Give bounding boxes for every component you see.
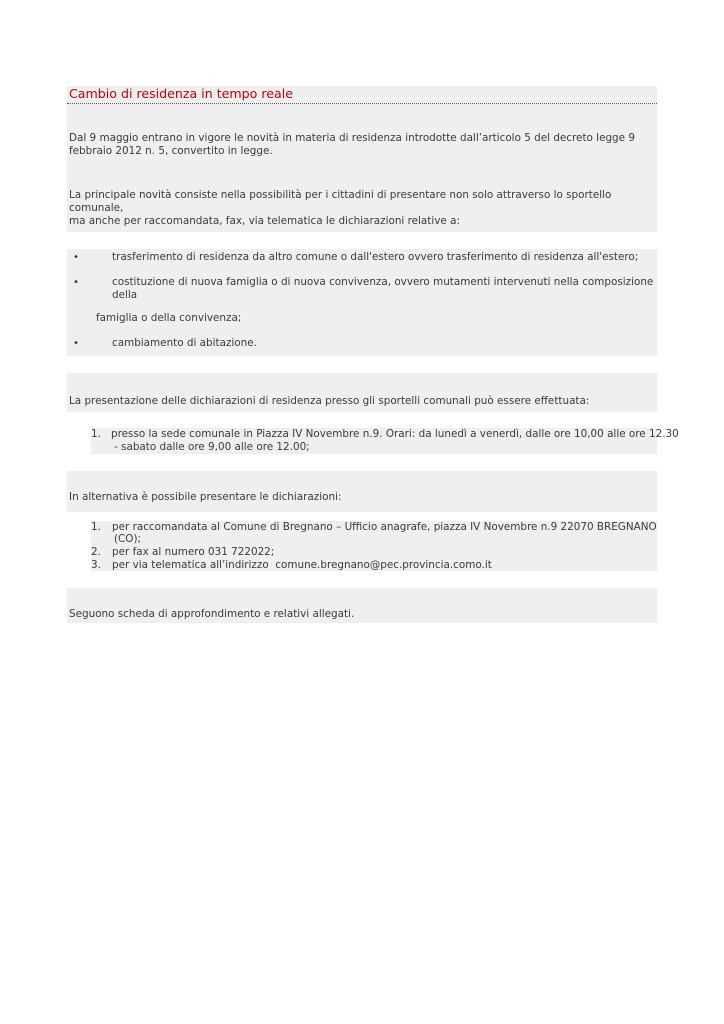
alternativa-section: [67, 471, 657, 512]
list-item: [67, 276, 657, 302]
novita-line-2: ma anche per raccomandata, fax, via telematica le dichiarazioni relative a:: [69, 215, 460, 227]
alt-item-2: per fax al numero 031 722022;: [112, 546, 275, 558]
sede-list: [91, 428, 679, 454]
list-number: 2.: [91, 546, 101, 558]
intro-section: [67, 104, 657, 232]
presentazione-paragraph: La presentazione delle dichiarazioni di residenza presso gli sportelli comunali può essere effettuata:: [69, 395, 590, 407]
alternativa-paragraph: In alternativa è possibile presentare le dichiarazioni:: [69, 491, 342, 503]
sede-line-1: presso la sede comunale in Piazza IV Novembre n.9. Orari: da lunedì a venerdì, dalle ore 10,00 alle ore 12.30: [111, 428, 679, 440]
presentazione-section: [67, 373, 657, 412]
seguono-section: [67, 588, 657, 623]
alt-item-3: [112, 559, 492, 572]
list-item-text: cambiamento di abitazione.: [112, 337, 257, 349]
list-item-continuation: [67, 312, 657, 325]
seguono-paragraph: Seguono scheda di approfondimento e relativi allegati.: [69, 608, 355, 620]
document-page: [67, 86, 679, 623]
sede-line-2: - sabato dalle ore 9,00 alle ore 12.00;: [114, 441, 310, 453]
bullet-icon: •: [73, 277, 79, 288]
bullet-icon: •: [73, 338, 79, 349]
dichiarazioni-list: [67, 249, 657, 356]
list-number: 1.: [91, 428, 101, 440]
list-item-text: costituzione di nuova famiglia o di nuova convivenza, ovvero mutamenti intervenuti nella composizione della: [112, 276, 654, 301]
list-item: [67, 337, 657, 350]
alt-item-3-text: per via telematica all’indirizzo: [112, 559, 272, 571]
title-bar: [67, 86, 657, 103]
list-item-text: trasferimento di residenza da altro comune o dall'estero ovvero trasferimento di residenza all'estero;: [112, 251, 639, 263]
list-number: 1.: [91, 521, 101, 533]
intro-paragraph: Dal 9 maggio entrano in vigore le novità in materia di residenza introdotte dall’articolo 5 del decreto legge 9 febbraio 2012 n. 5, convertito in legge.: [69, 132, 635, 157]
alt-item-1-line-2: (CO);: [114, 533, 142, 545]
list-number: 3.: [91, 559, 101, 571]
alternativa-list: [91, 521, 657, 571]
list-item-text: famiglia o della convivenza;: [96, 312, 242, 324]
pec-email-link[interactable]: comune.bregnano@pec.provincia.como.it: [275, 559, 492, 571]
novita-line-1: La principale novità consiste nella possibilità per i cittadini di presentare non solo attraverso lo sportello comunale,: [69, 189, 612, 214]
list-item: [67, 251, 657, 264]
alt-item-1-line-1: per raccomandata al Comune di Bregnano – Ufficio anagrafe, piazza IV Novembre n.9 22070 BREGNANO: [112, 521, 657, 533]
page-title: Cambio di residenza in tempo reale: [69, 86, 293, 101]
bullet-icon: •: [73, 252, 79, 263]
